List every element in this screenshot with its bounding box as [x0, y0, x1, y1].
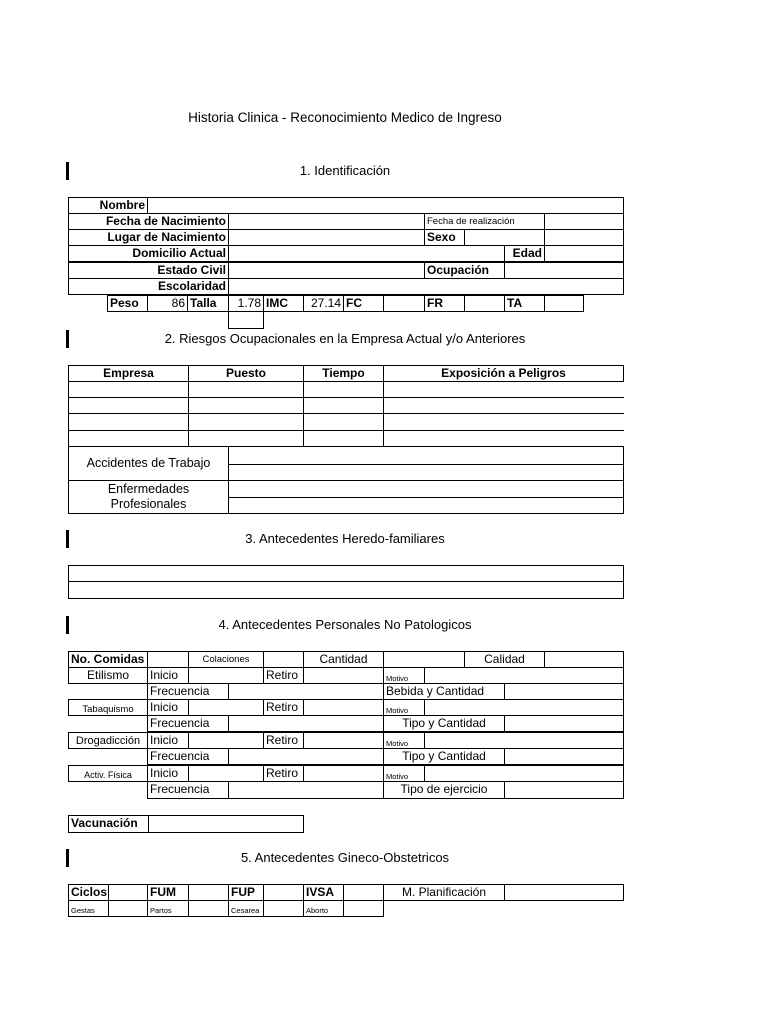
- lugar-nacimiento-field[interactable]: [228, 229, 425, 246]
- tabaquismo-motivo-label: Motivo: [383, 699, 425, 716]
- drogadiccion-label: Drogadicción: [68, 732, 148, 749]
- edad-label: Edad: [504, 245, 545, 262]
- ciclos-label: Ciclos: [68, 884, 109, 901]
- aborto-label: Aborto: [303, 900, 344, 917]
- drogadiccion-tipo-cantidad-label: Tipo y Cantidad: [383, 748, 505, 765]
- ta-field[interactable]: [544, 295, 584, 312]
- no-comidas-field[interactable]: [147, 651, 189, 668]
- etilismo-motivo-label: Motivo: [383, 667, 425, 684]
- activ-fisica-motivo-field[interactable]: [424, 765, 624, 782]
- ocupacion-label: Ocupación: [424, 262, 505, 279]
- activ-fisica-motivo-label: Motivo: [383, 765, 425, 782]
- fecha-nacimiento-label: Fecha de Nacimiento: [68, 213, 229, 230]
- enfermedades-label: Enfermedades Profesionales: [68, 480, 229, 514]
- fecha-realizacion-label: Fecha de realización: [424, 213, 545, 230]
- section-4-title: 4. Antecedentes Personales No Patologicos: [218, 617, 472, 632]
- tabaquismo-retiro-field[interactable]: [303, 699, 384, 716]
- aborto-field[interactable]: [343, 900, 384, 917]
- document-title: Historia Clinica - Reconocimiento Medico de Ingreso: [188, 110, 502, 125]
- etilismo-frecuencia-label: Frecuencia: [147, 683, 229, 700]
- cantidad-label: Cantidad: [303, 651, 384, 668]
- domicilio-field[interactable]: [228, 245, 505, 262]
- colaciones-label: Colaciones: [188, 651, 264, 668]
- tipo-ejercicio-label: Tipo de ejercicio: [383, 781, 505, 799]
- vacunacion-label: Vacunación: [68, 815, 149, 833]
- ciclos-field[interactable]: [108, 884, 148, 901]
- drogadiccion-motivo-label: Motivo: [383, 732, 425, 749]
- peso-label: Peso: [107, 295, 148, 312]
- imc-value[interactable]: 27.14: [303, 295, 344, 312]
- no-comidas-label: No. Comidas: [68, 651, 148, 668]
- ivsa-label: IVSA: [303, 884, 344, 901]
- imc-label: IMC: [263, 295, 304, 312]
- section-2-title: 2. Riesgos Ocupacionales en la Empresa Actual y/o Anteriores: [164, 331, 526, 346]
- partos-label: Partos: [147, 900, 189, 917]
- estado-civil-field[interactable]: [228, 262, 425, 279]
- tabaquismo-motivo-field[interactable]: [424, 699, 624, 716]
- fr-label: FR: [424, 295, 465, 312]
- fecha-nacimiento-field[interactable]: [228, 213, 425, 230]
- accidentes-label: Accidentes de Trabajo: [68, 446, 229, 481]
- calidad-label: Calidad: [464, 651, 545, 668]
- activ-fisica-frecuencia-field[interactable]: [228, 781, 384, 799]
- table-grid-line: [188, 381, 189, 447]
- edad-field[interactable]: [544, 245, 624, 262]
- drogadiccion-frecuencia-field[interactable]: [228, 748, 384, 765]
- activ-fisica-frecuencia-label: Frecuencia: [147, 781, 229, 799]
- lugar-nacimiento-label: Lugar de Nacimiento: [68, 229, 229, 246]
- tabaquismo-frecuencia-field[interactable]: [228, 715, 384, 732]
- talla-value[interactable]: 1.78: [228, 295, 264, 312]
- table-row[interactable]: [68, 430, 624, 431]
- puesto-header: Puesto: [188, 365, 304, 382]
- activ-fisica-label: Activ. Física: [68, 765, 148, 782]
- calidad-field[interactable]: [544, 651, 624, 668]
- heredo-familiares-divider: [68, 581, 624, 582]
- fr-field[interactable]: [464, 295, 505, 312]
- tipo-ejercicio-field[interactable]: [504, 781, 624, 799]
- tiempo-header: Tiempo: [303, 365, 384, 382]
- fum-field[interactable]: [188, 884, 229, 901]
- partos-field[interactable]: [188, 900, 229, 917]
- section-1-title: 1. Identificación: [299, 163, 391, 178]
- tabaquismo-tipo-cantidad-label: Tipo y Cantidad: [383, 715, 505, 732]
- fup-field[interactable]: [263, 884, 304, 901]
- cesareas-field[interactable]: [263, 900, 304, 917]
- fup-label: FUP: [228, 884, 264, 901]
- cantidad-field[interactable]: [383, 651, 465, 668]
- empresa-header: Empresa: [68, 365, 189, 382]
- drogadiccion-inicio-field[interactable]: [188, 732, 264, 749]
- table-grid-line: [68, 381, 69, 447]
- tabaquismo-label: Tabaquismo: [68, 699, 148, 716]
- etilismo-frecuencia-field[interactable]: [228, 683, 384, 700]
- drogadiccion-frecuencia-label: Frecuencia: [147, 748, 229, 765]
- gestas-field[interactable]: [108, 900, 148, 917]
- section-5-title: 5. Antecedentes Gineco-Obstetricos: [240, 850, 450, 865]
- cesareas-label: Cesarea: [228, 900, 264, 917]
- ta-label: TA: [504, 295, 545, 312]
- fc-field[interactable]: [383, 295, 425, 312]
- ivsa-field[interactable]: [343, 884, 384, 901]
- talla-label: Talla: [187, 295, 229, 312]
- table-row[interactable]: [68, 397, 624, 398]
- escolaridad-field[interactable]: [228, 278, 624, 295]
- sexo-label: Sexo: [424, 229, 465, 246]
- activ-fisica-retiro-label: Retiro: [263, 765, 304, 782]
- estado-civil-label: Estado Civil: [68, 262, 229, 279]
- enfermedades-divider: [228, 497, 624, 498]
- gestas-label: Gestas: [68, 900, 109, 917]
- etilismo-retiro-field[interactable]: [303, 667, 384, 684]
- m-planificacion-field[interactable]: [504, 884, 624, 901]
- table-grid-line: [383, 381, 384, 447]
- exposicion-header: Exposición a Peligros: [383, 365, 624, 382]
- colaciones-field[interactable]: [263, 651, 304, 668]
- tabaquismo-tipo-cantidad-field[interactable]: [504, 715, 624, 732]
- fecha-realizacion-field[interactable]: [544, 213, 624, 230]
- m-planificacion-label: M. Planificación: [383, 884, 505, 901]
- drogadiccion-retiro-label: Retiro: [263, 732, 304, 749]
- bebida-cantidad-field[interactable]: [504, 683, 624, 700]
- etilismo-inicio-field[interactable]: [188, 667, 264, 684]
- table-row[interactable]: [68, 413, 624, 414]
- escolaridad-label: Escolaridad: [68, 278, 229, 295]
- tabaquismo-frecuencia-label: Frecuencia: [147, 715, 229, 732]
- drogadiccion-inicio-label: Inicio: [147, 732, 189, 749]
- sexo-extra-field[interactable]: [544, 229, 624, 246]
- etilismo-retiro-label: Retiro: [263, 667, 304, 684]
- etilismo-label: Etilismo: [68, 667, 148, 684]
- ocupacion-field[interactable]: [504, 262, 624, 279]
- domicilio-label: Domicilio Actual: [68, 245, 229, 262]
- drogadiccion-tipo-cantidad-field[interactable]: [504, 748, 624, 765]
- section-3-title: 3. Antecedentes Heredo-familiares: [245, 531, 445, 546]
- tabaquismo-retiro-label: Retiro: [263, 699, 304, 716]
- drogadiccion-motivo-field[interactable]: [424, 732, 624, 749]
- table-grid-line: [303, 381, 304, 447]
- peso-value[interactable]: 86: [147, 295, 188, 312]
- etilismo-motivo-field[interactable]: [424, 667, 624, 684]
- vacunacion-field[interactable]: [148, 815, 304, 833]
- heredo-familiares-field[interactable]: [68, 565, 624, 599]
- activ-fisica-retiro-field[interactable]: [303, 765, 384, 782]
- fc-label: FC: [343, 295, 384, 312]
- drogadiccion-retiro-field[interactable]: [303, 732, 384, 749]
- etilismo-inicio-label: Inicio: [147, 667, 189, 684]
- accidentes-divider: [228, 464, 624, 465]
- bebida-cantidad-label: Bebida y Cantidad: [383, 683, 505, 700]
- talla-extra-box: [228, 311, 264, 329]
- nombre-field[interactable]: [147, 197, 624, 214]
- tabaquismo-inicio-field[interactable]: [188, 699, 264, 716]
- activ-fisica-inicio-field[interactable]: [188, 765, 264, 782]
- sexo-field[interactable]: [464, 229, 545, 246]
- activ-fisica-inicio-label: Inicio: [147, 765, 189, 782]
- nombre-label: Nombre: [68, 197, 148, 214]
- tabaquismo-inicio-label: Inicio: [147, 699, 189, 716]
- fum-label: FUM: [147, 884, 189, 901]
